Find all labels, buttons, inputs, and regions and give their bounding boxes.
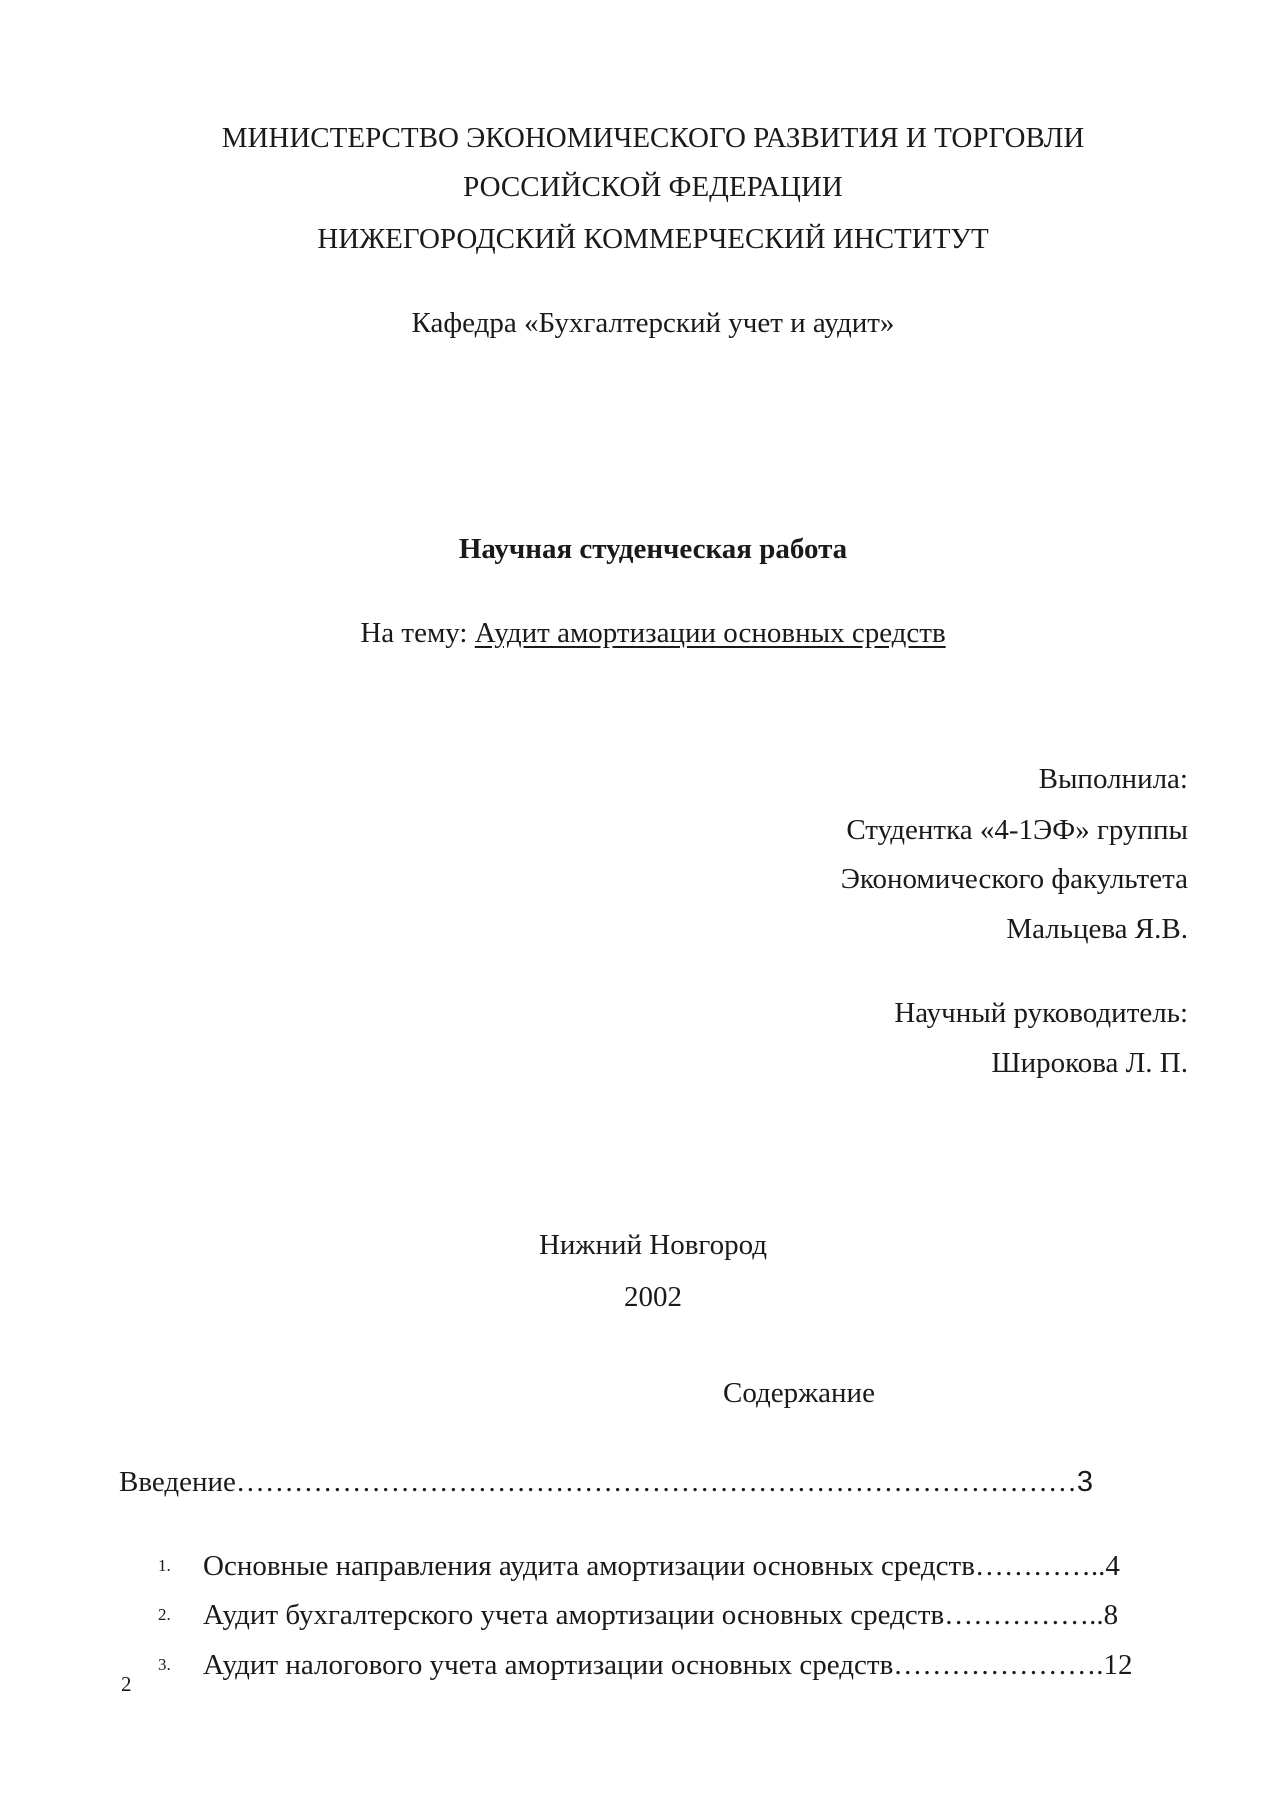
city: Нижний Новгород (538, 1229, 768, 1261)
topic-prefix: На тему: (360, 617, 475, 649)
page-number: 2 (121, 1672, 132, 1696)
supervisor-name: Широкова Л. П. (991, 1047, 1188, 1079)
work-type-title: Научная студенческая работа (458, 533, 848, 565)
toc-intro-label: Введение (119, 1466, 236, 1498)
toc-item-number: 1. (158, 1556, 171, 1575)
department-heading: Кафедра «Бухгалтерский учет и аудит» (411, 307, 895, 339)
toc-item-text: Аудит налогового учета амортизации основных средств………………….12 (203, 1649, 1133, 1681)
toc-item-text: Основные направления аудита амортизации основных средств…………..4 (203, 1550, 1120, 1582)
toc-item-text: Аудит бухгалтерского учета амортизации основных средств……………..8 (203, 1599, 1119, 1631)
toc-item (0, 1648, 1280, 1682)
toc-item-number: 3. (158, 1655, 171, 1674)
toc-intro-leader: …………………………………………………………………………… (235, 1466, 1077, 1498)
author-name: Мальцева Я.В. (1006, 913, 1188, 945)
toc-item-number: 2. (158, 1605, 171, 1624)
author-faculty: Экономического факультета (840, 863, 1188, 895)
institute-heading: НИЖЕГОРОДСКИЙ КОММЕРЧЕСКИЙ ИНСТИТУТ (317, 223, 989, 255)
toc-intro (119, 1465, 1093, 1499)
toc-intro-page: 3 (1076, 1466, 1094, 1498)
toc-title: Содержание (723, 1377, 875, 1409)
ministry-heading-line1: МИНИСТЕРСТВО ЭКОНОМИЧЕСКОГО РАЗВИТИЯ И ТОРГОВЛИ (221, 122, 1085, 154)
toc-item (0, 1598, 1280, 1632)
author-label: Выполнила: (1038, 763, 1188, 795)
supervisor-label: Научный руководитель: (894, 997, 1188, 1029)
year: 2002 (624, 1281, 682, 1313)
ministry-heading-line2: РОССИЙСКОЙ ФЕДЕРАЦИИ (463, 171, 843, 203)
topic-title: Аудит амортизации основных средств (474, 617, 946, 649)
author-group: Студентка «4-1ЭФ» группы (846, 814, 1188, 846)
work-topic-line (0, 616, 1280, 650)
toc-item (0, 1549, 1280, 1583)
